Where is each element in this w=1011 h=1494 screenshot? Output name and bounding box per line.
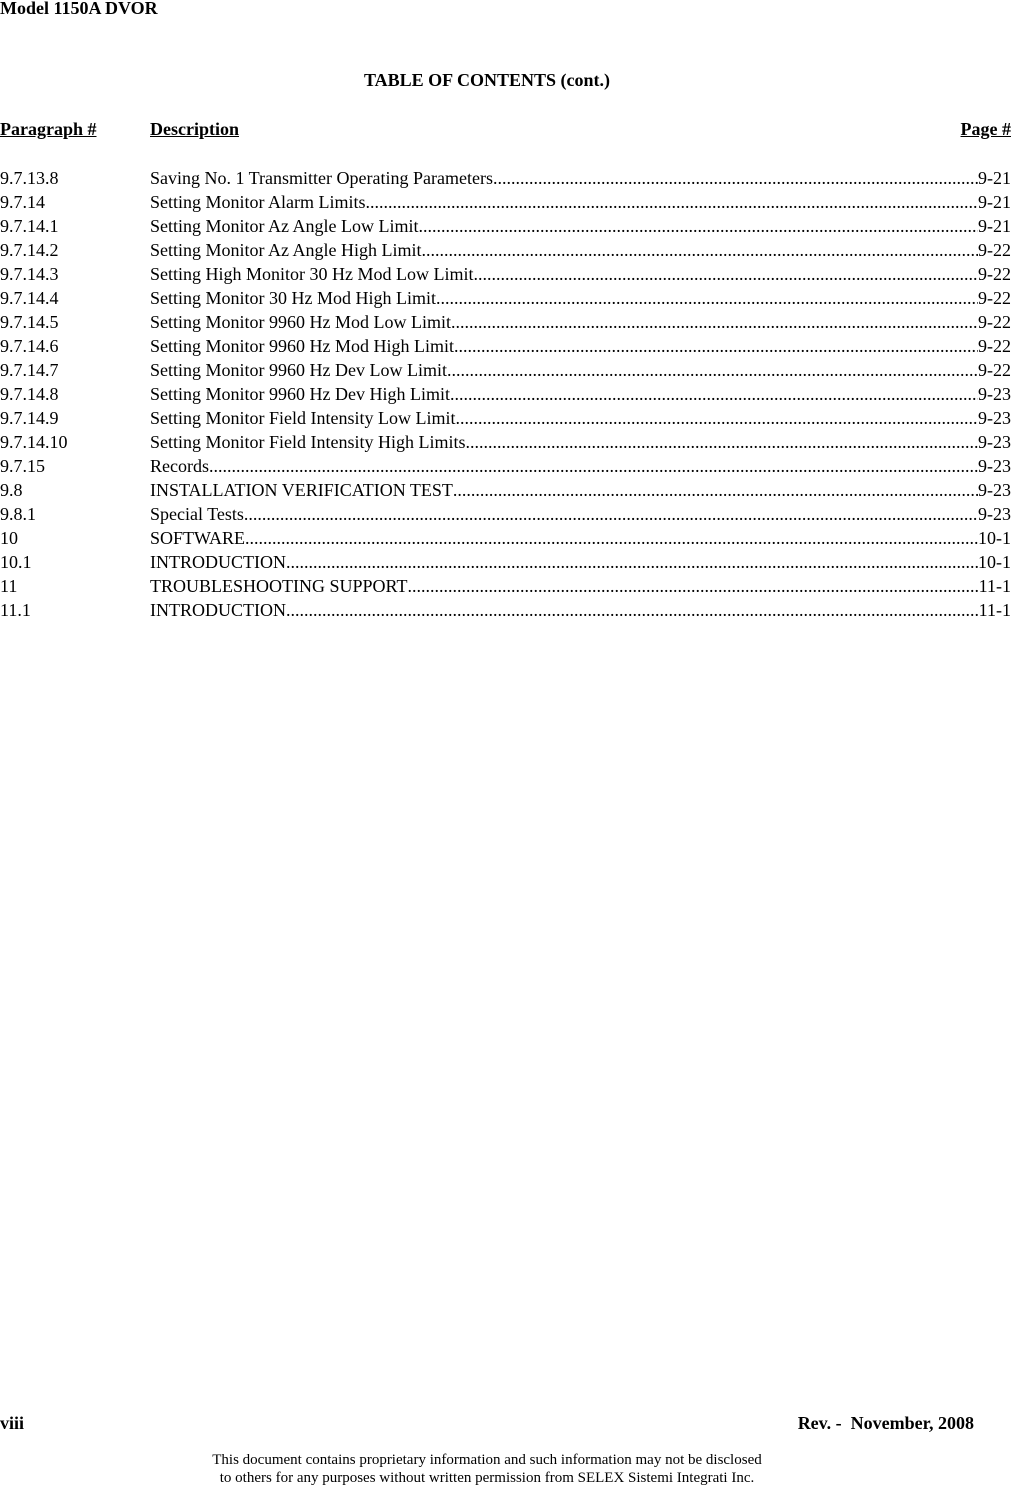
toc-entry-line [150,286,1011,310]
paragraph-column-header: Paragraph # [0,119,97,139]
toc-dot-leader [419,214,979,238]
toc-dot-leader [454,334,978,358]
toc-entry-description: TROUBLESHOOTING SUPPORT [150,576,408,596]
toc-entry-line [150,262,1011,286]
toc-dot-leader [466,430,978,454]
toc-entry-description: INSTALLATION VERIFICATION TEST [150,480,453,500]
toc-entry-description: Setting Monitor 9960 Hz Mod High Limit [150,336,454,356]
toc-entry-number: 9.7.14.8 [0,384,59,404]
toc-dot-leader [422,238,979,262]
toc-entry [0,430,1011,454]
page-number: viii [0,1413,25,1433]
toc-entry [0,214,1011,238]
toc-entry-page: 9-23 [978,480,1011,500]
toc-entry-page: 9-23 [978,384,1011,404]
toc-entry-page: 9-22 [978,336,1011,356]
toc-dot-leader [453,478,978,502]
disclaimer-line-1: This document contains proprietary information and such information may not be disclosed [212,1452,762,1468]
toc-entry-line [150,190,1011,214]
toc-entry-number: 9.7.14.6 [0,336,59,356]
toc-entry-number: 9.8.1 [0,504,36,524]
toc-entry [0,502,1011,526]
toc-entry [0,286,1011,310]
toc-entry-page: 10-1 [978,552,1011,572]
toc-entry-description: Setting Monitor Az Angle Low Limit [150,216,419,236]
toc-entry-number: 11.1 [0,600,31,620]
toc-dot-leader [407,574,978,598]
page-column-header: Page # [960,119,1011,139]
toc-entry-number: 9.7.15 [0,456,45,476]
toc-dot-leader [286,598,979,622]
toc-entry [0,190,1011,214]
toc-dot-leader [474,262,979,286]
toc-entry-page: 9-21 [978,168,1011,188]
toc-entry-line [150,574,1011,598]
toc-entry-description: Setting Monitor Field Intensity Low Limit [150,408,456,428]
toc-entry [0,166,1011,190]
toc-entry-description: Saving No. 1 Transmitter Operating Parameters [150,168,493,188]
toc-entry-page: 9-22 [978,264,1011,284]
toc-entry-description: Special Tests [150,504,244,524]
revision-date: Rev. - November, 2008 [797,1413,974,1433]
toc-entry [0,334,1011,358]
toc-entry-page: 9-22 [978,240,1011,260]
proprietary-disclaimer [0,1451,974,1487]
toc-dot-leader [286,550,978,574]
toc-entry-line [150,166,1011,190]
toc-entry [0,478,1011,502]
toc-entry-page: 9-23 [978,456,1011,476]
toc-entry-number: 9.7.13.8 [0,168,59,188]
toc-dot-leader [436,286,978,310]
toc-entry-line [150,598,1011,622]
toc-entry-number: 9.7.14.4 [0,288,59,308]
toc-entry-page: 9-22 [978,288,1011,308]
toc-entry [0,574,1011,598]
toc-entry-line [150,550,1011,574]
toc-entry-number: 9.7.14.1 [0,216,59,236]
toc-entry [0,454,1011,478]
toc-entry [0,238,1011,262]
toc-entry-number: 9.7.14.5 [0,312,59,332]
toc-entry-page: 11-1 [978,576,1011,596]
toc-entry [0,550,1011,574]
toc-entry-number: 9.7.14 [0,192,45,212]
toc-entry-line [150,334,1011,358]
toc-entry-page: 9-23 [978,432,1011,452]
toc-dot-leader [209,454,978,478]
toc-entry-line [150,238,1011,262]
table-of-contents-list [0,166,1011,622]
toc-entry-number: 11 [0,576,18,596]
toc-entry-description: Setting Monitor 30 Hz Mod High Limit [150,288,436,308]
toc-entry-description: Setting Monitor Alarm Limits [150,192,366,212]
toc-entry-page: 9-22 [978,312,1011,332]
toc-entry-description: Setting Monitor Az Angle High Limit [150,240,422,260]
toc-entry-line [150,406,1011,430]
toc-entry [0,262,1011,286]
toc-entry-line [150,502,1011,526]
toc-dot-leader [451,310,978,334]
toc-entry-description: Setting Monitor 9960 Hz Dev Low Limit [150,360,447,380]
toc-entry-number: 10 [0,528,18,548]
toc-entry-line [150,526,1011,550]
toc-entry [0,358,1011,382]
toc-entry-line [150,358,1011,382]
toc-entry-number: 9.7.14.9 [0,408,59,428]
toc-entry-number: 9.7.14.3 [0,264,59,284]
toc-entry-number: 9.7.14.2 [0,240,59,260]
toc-entry [0,526,1011,550]
description-column-header: Description [150,119,239,139]
toc-entry-description: INTRODUCTION [150,600,286,620]
toc-entry-number: 10.1 [0,552,32,572]
toc-entry-line [150,430,1011,454]
toc-dot-leader [456,406,979,430]
toc-entry-page: 9-23 [978,408,1011,428]
toc-dot-leader [493,166,978,190]
toc-entry-description: Setting High Monitor 30 Hz Mod Low Limit [150,264,474,284]
toc-dot-leader [245,526,978,550]
toc-entry-description: INTRODUCTION [150,552,286,572]
toc-entry-description: Records [150,456,209,476]
document-model-header: Model 1150A DVOR [0,0,158,18]
toc-entry [0,310,1011,334]
toc-entry-line [150,382,1011,406]
toc-dot-leader [447,358,978,382]
toc-entry [0,406,1011,430]
toc-entry-description: Setting Monitor Field Intensity High Limits [150,432,466,452]
page-title: TABLE OF CONTENTS (cont.) [363,70,611,90]
toc-entry-number: 9.7.14.7 [0,360,59,380]
toc-dot-leader [366,190,979,214]
toc-entry-line [150,454,1011,478]
toc-entry-page: 9-22 [978,360,1011,380]
toc-entry [0,382,1011,406]
toc-entry-number: 9.8 [0,480,23,500]
disclaimer-line-2: to others for any purposes without written permission from SELEX Sistemi Integrati Inc. [219,1470,755,1486]
toc-entry-line [150,478,1011,502]
toc-entry-page: 10-1 [978,528,1011,548]
toc-dot-leader [450,382,978,406]
toc-entry-page: 9-21 [978,216,1011,236]
toc-entry-description: Setting Monitor 9960 Hz Mod Low Limit [150,312,451,332]
toc-dot-leader [244,502,978,526]
toc-entry-line [150,310,1011,334]
toc-entry-page: 11-1 [978,600,1011,620]
toc-entry [0,598,1011,622]
toc-entry-description: SOFTWARE [150,528,246,548]
toc-entry-number: 9.7.14.10 [0,432,68,452]
toc-entry-page: 9-21 [978,192,1011,212]
toc-entry-page: 9-23 [978,504,1011,524]
toc-entry-line [150,214,1011,238]
toc-entry-description: Setting Monitor 9960 Hz Dev High Limit [150,384,450,404]
